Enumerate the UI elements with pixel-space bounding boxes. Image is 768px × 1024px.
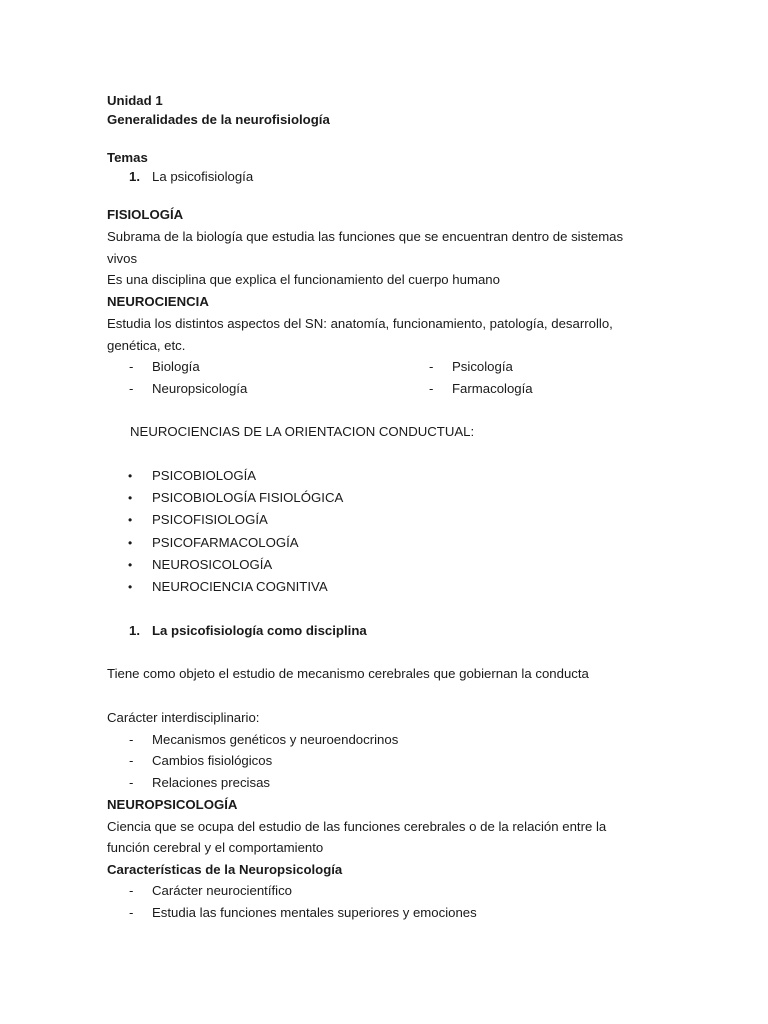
dash-marker: - bbox=[429, 359, 434, 374]
list-item: PSICOBIOLOGÍA bbox=[152, 468, 257, 483]
temas-heading: Temas bbox=[107, 150, 148, 165]
bullet-marker: • bbox=[128, 558, 133, 572]
bullet-marker: • bbox=[128, 513, 133, 527]
list-item: Biología bbox=[152, 359, 200, 374]
temas-item: La psicofisiología bbox=[152, 169, 254, 184]
list-item: Relaciones precisas bbox=[152, 775, 271, 790]
list-item: Psicología bbox=[452, 359, 513, 374]
bullet-marker: • bbox=[128, 491, 133, 505]
unit-label: Unidad 1 bbox=[107, 93, 163, 108]
list-item: PSICOFISIOLOGÍA bbox=[152, 512, 268, 527]
list-item: Cambios fisiológicos bbox=[152, 753, 273, 768]
list-item: Neuropsicología bbox=[152, 381, 248, 396]
bullet-marker: • bbox=[128, 536, 133, 550]
disciplina-heading: La psicofisiología como disciplina bbox=[152, 623, 367, 638]
list-item: Carácter neurocientífico bbox=[152, 883, 293, 898]
neurociencia-heading: NEUROCIENCIA bbox=[107, 294, 209, 309]
caracteristicas-heading: Características de la Neuropsicología bbox=[107, 862, 343, 877]
dash-marker: - bbox=[129, 905, 134, 920]
neuropsicologia-line: Ciencia que se ocupa del estudio de las funciones cerebrales o de la relación entre la bbox=[107, 819, 607, 834]
fisiologia-heading: FISIOLOGÍA bbox=[107, 207, 184, 222]
unit-title: Generalidades de la neurofisiología bbox=[107, 112, 330, 127]
disciplina-objeto: Tiene como objeto el estudio de mecanismo cerebrales que gobiernan la conducta bbox=[107, 666, 589, 681]
dash-marker: - bbox=[129, 753, 134, 768]
list-item: PSICOFARMACOLOGÍA bbox=[152, 535, 299, 550]
bullet-marker: • bbox=[128, 469, 133, 483]
list-item: Mecanismos genéticos y neuroendocrinos bbox=[152, 732, 399, 747]
list-item: NEUROCIENCIA COGNITIVA bbox=[152, 579, 328, 594]
list-item: PSICOBIOLOGÍA FISIOLÓGICA bbox=[152, 490, 344, 505]
dash-marker: - bbox=[129, 381, 134, 396]
neurociencia-line: genética, etc. bbox=[107, 338, 186, 353]
neuropsicologia-line: función cerebral y el comportamiento bbox=[107, 840, 324, 855]
orientacion-heading: NEUROCIENCIAS DE LA ORIENTACION CONDUCTUAL: bbox=[130, 424, 475, 439]
caracter-label: Carácter interdisciplinario: bbox=[107, 710, 260, 725]
neurociencia-line: Estudia los distintos aspectos del SN: anatomía, funcionamiento, patología, desarrollo, bbox=[107, 316, 613, 331]
temas-number: 1. bbox=[129, 169, 140, 184]
dash-marker: - bbox=[129, 883, 134, 898]
dash-marker: - bbox=[429, 381, 434, 396]
dash-marker: - bbox=[129, 775, 134, 790]
dash-marker: - bbox=[129, 732, 134, 747]
bullet-marker: • bbox=[128, 580, 133, 594]
fisiologia-line: Es una disciplina que explica el funcionamiento del cuerpo humano bbox=[107, 272, 500, 287]
fisiologia-line: Subrama de la biología que estudia las funciones que se encuentran dentro de sistemas bbox=[107, 229, 624, 244]
disciplina-number: 1. bbox=[129, 623, 140, 638]
list-item: NEUROSICOLOGÍA bbox=[152, 557, 273, 572]
list-item: Farmacología bbox=[452, 381, 533, 396]
dash-marker: - bbox=[129, 359, 134, 374]
fisiologia-line: vivos bbox=[107, 251, 138, 266]
list-item: Estudia las funciones mentales superiores y emociones bbox=[152, 905, 477, 920]
neuropsicologia-heading: NEUROPSICOLOGÍA bbox=[107, 797, 238, 812]
